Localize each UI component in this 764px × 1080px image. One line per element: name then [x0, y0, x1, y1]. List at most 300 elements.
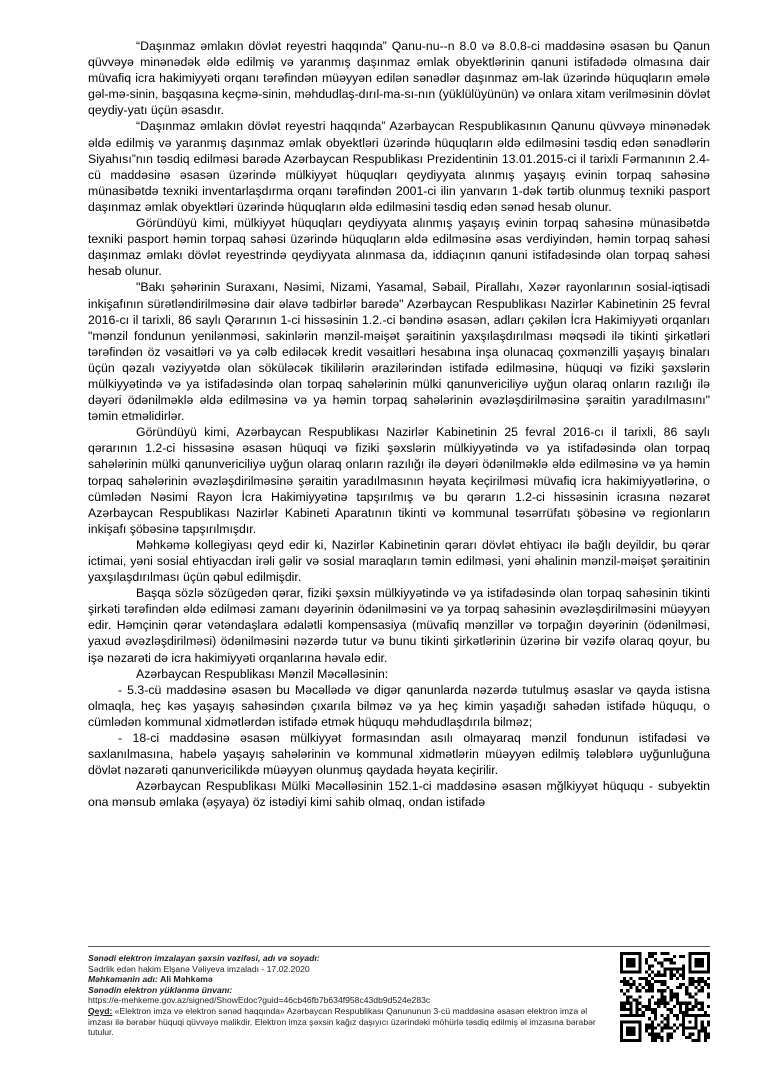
qr-module: [707, 964, 710, 967]
qr-module: [682, 1020, 685, 1023]
qr-module: [704, 1026, 707, 1029]
qr-module: [701, 986, 704, 989]
qr-module: [673, 1030, 676, 1033]
qr-module: [636, 1008, 639, 1011]
qr-module: [688, 968, 691, 971]
qr-module: [679, 1011, 682, 1014]
qr-module: [623, 977, 626, 980]
qr-module: [688, 961, 691, 964]
qr-module: [698, 971, 701, 974]
qr-module: [657, 971, 660, 974]
signer-value: Sədrlik edən hakim Elşanə Vəliyeva imzaladı - 17.02.2020: [88, 963, 310, 974]
qr-module: [676, 986, 679, 989]
qr-module: [648, 999, 651, 1002]
qr-module: [651, 986, 654, 989]
paragraph-4: "Bakı şəhərinin Suraxanı, Nəsimi, Nizami, Yasamal, Səbail, Pirallahı, Xəzər rayonlarının sosial-iqtisadi inkişafının sürətləndirilməsinə dair əlavə tədbirlər barədə" Azərbaycan Respublikası Nazirlər Kabinetinin 25 fevral 2016-cı il tarixli, 86 saylı Qərarının 1-ci hissəsinin 1.2.-ci bəndinə əsasən, adları çəkilən İcra Hakimiyyəti orqanları "mənzil fondunun yenilənməsi, sakinlərin mənzil-məişət şəraitinin yaxşılaşdırılması məqsədi ilə tikinti şirkətləri tərəfindən öz vəsaitləri və ya cəlb ediləcək kredit vəsaitləri hesabına inşa olunacaq çoxmənzilli yaşayış binaları üçün qəzalı vəziyyətdə olan söküləcək tikililərin ərazilərindən istifadə edilməsinə, hüquqi və fiziki şəxslərin mülkiyyətində və ya istifadəsində olan torpaq sahələrinin mülki qanunvericiliyə uyğun olaraq onların razılığı ilə dəyəri ödənilməklə əldə edilməsinə və ya həmin torpaq sahələrinin əvəzləşdirilməsinə şəraitin yaradılmasını" təmin etməlidirlər.: [88, 280, 710, 424]
qr-module: [626, 1008, 629, 1011]
qr-module: [651, 1023, 654, 1026]
paragraph-7: Başqa sözlə sözügedən qərar, fiziki şəxsin mülkiyyətində və ya istifadəsində olan torpaq sahəsinin tikinti şirkəti tərəfindən əldə edilməsi zamanı dəyərinin ödənilməsini və ya torpaq sahəsinin əvəzləşdirilməsini müəyyən edir. Həmçinin qərar vətəndaşlara ədalətli kompensasiya (müvafiq mənzillər və torpağın dəyərinin (ödənilməsi, yaxud əvəzləşdirilməsi) ödənilməsini nəzərdə tutur və bunu tikinti şirkətlərinin üzərinə bir vəzifə olaraq qoyur, bu işə nəzarəti də icra hakimiyyəti orqanlarına həvalə edir.: [88, 586, 710, 665]
qr-module: [648, 955, 651, 958]
qr-module: [694, 964, 697, 967]
qr-module: [688, 995, 691, 998]
qr-module: [657, 1023, 660, 1026]
qr-module: [620, 1030, 623, 1033]
qr-module: [639, 958, 642, 961]
qr-module: [698, 1008, 701, 1011]
qr-module: [632, 1026, 635, 1029]
qr-module: [623, 980, 626, 983]
qr-module: [682, 983, 685, 986]
qr-module: [673, 1023, 676, 1026]
qr-module: [639, 1020, 642, 1023]
qr-module: [620, 964, 623, 967]
qr-module: [657, 980, 660, 983]
qr-module: [676, 1017, 679, 1020]
qr-module: [660, 1026, 663, 1029]
qr-module: [676, 1014, 679, 1017]
qr-module: [707, 992, 710, 995]
qr-module: [682, 1011, 685, 1014]
qr-module: [685, 1008, 688, 1011]
qr-module: [651, 955, 654, 958]
qr-module: [657, 974, 660, 977]
qr-module: [645, 1005, 648, 1008]
qr-module: [673, 1005, 676, 1008]
qr-module: [707, 1014, 710, 1017]
qr-module: [663, 1017, 666, 1020]
qr-module: [707, 1005, 710, 1008]
qr-module: [620, 1002, 623, 1005]
qr-module: [682, 1002, 685, 1005]
qr-module: [707, 1020, 710, 1023]
qr-module: [663, 974, 666, 977]
qr-module: [648, 974, 651, 977]
qr-module: [698, 983, 701, 986]
qr-module: [648, 1002, 651, 1005]
qr-module: [654, 1017, 657, 1020]
qr-module: [660, 980, 663, 983]
qr-module: [667, 1008, 670, 1011]
qr-module: [632, 1033, 635, 1036]
qr-module: [701, 1008, 704, 1011]
qr-module: [620, 961, 623, 964]
qr-module: [673, 955, 676, 958]
qr-module: [670, 999, 673, 1002]
qr-module: [620, 952, 623, 955]
qr-module: [629, 1030, 632, 1033]
qr-module: [629, 983, 632, 986]
qr-module: [679, 1008, 682, 1011]
qr-module: [626, 1020, 629, 1023]
qr-module: [651, 989, 654, 992]
footer-divider: [88, 946, 710, 947]
qr-module: [698, 1030, 701, 1033]
qr-module: [688, 992, 691, 995]
qr-module: [654, 1008, 657, 1011]
qr-module: [707, 1023, 710, 1026]
document-body: [88, 38, 710, 811]
qr-module: [651, 1030, 654, 1033]
qr-module: [629, 986, 632, 989]
qr-module: [657, 1033, 660, 1036]
qr-module: [670, 1026, 673, 1029]
qr-module: [704, 1011, 707, 1014]
document-link[interactable]: https://e-mehkeme.gov.az/signed/ShowEdoc?guid=46cb46fb7b634f958c43db9d524e283c: [88, 995, 431, 1006]
qr-module: [636, 989, 639, 992]
qr-module: [682, 977, 685, 980]
qr-module: [682, 964, 685, 967]
qr-module: [688, 952, 691, 955]
qr-module: [694, 986, 697, 989]
qr-module: [645, 977, 648, 980]
qr-module: [670, 968, 673, 971]
qr-module: [663, 1002, 666, 1005]
qr-module: [688, 1020, 691, 1023]
qr-module: [626, 958, 629, 961]
qr-module: [667, 1002, 670, 1005]
qr-module: [642, 1014, 645, 1017]
qr-module: [698, 1039, 701, 1042]
qr-module: [670, 977, 673, 980]
qr-module: [629, 1014, 632, 1017]
qr-module: [670, 1011, 673, 1014]
qr-module: [698, 1014, 701, 1017]
qr-module: [688, 1026, 691, 1029]
qr-module: [651, 1033, 654, 1036]
qr-module: [629, 1020, 632, 1023]
qr-module: [620, 971, 623, 974]
qr-module: [673, 968, 676, 971]
qr-module: [698, 958, 701, 961]
qr-module: [694, 1020, 697, 1023]
qr-module: [676, 992, 679, 995]
qr-module: [629, 961, 632, 964]
qr-module: [701, 1005, 704, 1008]
qr-module: [667, 1017, 670, 1020]
qr-module: [670, 974, 673, 977]
qr-module: [707, 958, 710, 961]
qr-module: [667, 1014, 670, 1017]
qr-module: [685, 1036, 688, 1039]
qr-module: [704, 983, 707, 986]
qr-module: [654, 1014, 657, 1017]
qr-module: [632, 983, 635, 986]
qr-module: [682, 1033, 685, 1036]
qr-module: [685, 1014, 688, 1017]
qr-module: [698, 1002, 701, 1005]
qr-module: [667, 986, 670, 989]
qr-module: [691, 995, 694, 998]
qr-module: [626, 980, 629, 983]
qr-module: [670, 1033, 673, 1036]
qr-module: [626, 1002, 629, 1005]
qr-module: [698, 952, 701, 955]
qr-module: [701, 971, 704, 974]
qr-module: [660, 995, 663, 998]
qr-module: [626, 1026, 629, 1029]
qr-module: [654, 1026, 657, 1029]
qr-module: [701, 1026, 704, 1029]
court-line: [88, 974, 600, 985]
qr-module: [632, 999, 635, 1002]
qr-module: [698, 964, 701, 967]
qr-module: [620, 968, 623, 971]
qr-module: [682, 1023, 685, 1026]
qr-module: [623, 983, 626, 986]
qr-module: [636, 1014, 639, 1017]
qr-module: [629, 971, 632, 974]
qr-module: [632, 964, 635, 967]
qr-module: [673, 961, 676, 964]
qr-module: [694, 992, 697, 995]
qr-module: [623, 1002, 626, 1005]
qr-module: [657, 999, 660, 1002]
qr-module: [620, 980, 623, 983]
qr-module: [670, 1036, 673, 1039]
qr-module: [676, 995, 679, 998]
qr-module: [620, 989, 623, 992]
qr-module: [645, 1008, 648, 1011]
qr-module: [648, 1005, 651, 1008]
qr-module: [660, 999, 663, 1002]
qr-module: [626, 961, 629, 964]
qr-module: [639, 968, 642, 971]
qr-module: [688, 958, 691, 961]
qr-module: [704, 1033, 707, 1036]
qr-module: [654, 952, 657, 955]
qr-module: [694, 980, 697, 983]
qr-module: [688, 980, 691, 983]
qr-module: [663, 1026, 666, 1029]
qr-module: [685, 992, 688, 995]
qr-module: [629, 958, 632, 961]
qr-module: [639, 1023, 642, 1026]
qr-module: [698, 1033, 701, 1036]
qr-module: [682, 968, 685, 971]
qr-module: [657, 989, 660, 992]
qr-module: [626, 983, 629, 986]
qr-module: [701, 1020, 704, 1023]
qr-module: [688, 1014, 691, 1017]
qr-module: [701, 1023, 704, 1026]
qr-module: [626, 952, 629, 955]
qr-module: [679, 1023, 682, 1026]
qr-module: [639, 1008, 642, 1011]
court-label: Məhkəmənin adı:: [88, 974, 158, 985]
qr-module: [691, 1039, 694, 1042]
qr-module: [660, 961, 663, 964]
qr-module: [663, 989, 666, 992]
qr-module: [660, 1039, 663, 1042]
qr-module: [673, 1014, 676, 1017]
qr-module: [667, 958, 670, 961]
qr-module: [694, 1002, 697, 1005]
qr-module: [707, 995, 710, 998]
qr-module: [651, 964, 654, 967]
qr-module: [623, 1008, 626, 1011]
qr-module: [685, 1005, 688, 1008]
qr-module: [623, 1005, 626, 1008]
qr-module: [642, 1011, 645, 1014]
qr-module: [648, 989, 651, 992]
qr-module: [629, 952, 632, 955]
qr-module: [636, 999, 639, 1002]
qr-module: [670, 1008, 673, 1011]
qr-module: [694, 961, 697, 964]
qr-module: [639, 1033, 642, 1036]
qr-module: [679, 986, 682, 989]
qr-module: [688, 955, 691, 958]
qr-module: [688, 1008, 691, 1011]
qr-module: [691, 1014, 694, 1017]
qr-module: [679, 1005, 682, 1008]
qr-module: [694, 1023, 697, 1026]
bullet-item-2: - 18-ci maddəsinə əsasən mülkiyyət formasından asılı olmayaraq mənzil fondunun istifadəsi və saxlanılmasına, habelə yaşayış sahələrinin və kommunal xidmətlərin müəyyən edilmiş tələblərə uyğunluğuna dövlət nəzarəti qanunvericilikdə müəyyən olunmuş qaydada həyata keçirilir.: [88, 731, 710, 778]
qr-module: [626, 999, 629, 1002]
qr-module: [704, 1014, 707, 1017]
qr-module: [645, 980, 648, 983]
qr-module: [632, 1020, 635, 1023]
paragraph-1: “Daşınmaz əmlakın dövlət reyestri haqqında” Qanu-nu--n 8.0 və 8.0.8-ci maddəsinə əsasən bu Qanun qüvvəyə minənədək əldə edilmiş və yaranmış daşınmaz əmlak obyektlərinin qanuni istifadədə olmasına dair müvafiq icra hakimiyyəti orqanı tərəfindən müəyyən edilən sənədlər daşınmaz əm-lak üzərində hüquqların əmələ gəl-mə-sinin, başqasına keçmə-sinin, məhdudlaş-dırıl-ma-sı-nın (yüklülüyünün) və onlara xitam verilməsinin dövlət qeydiy-yatı üçün əsasdır.: [88, 39, 710, 118]
qr-module: [651, 1039, 654, 1042]
qr-module: [639, 989, 642, 992]
qr-module: [620, 1008, 623, 1011]
qr-module: [685, 1011, 688, 1014]
qr-module: [676, 968, 679, 971]
qr-module: [645, 1023, 648, 1026]
qr-module: [620, 1033, 623, 1036]
qr-module: [694, 952, 697, 955]
qr-module: [682, 1030, 685, 1033]
qr-module: [651, 952, 654, 955]
qr-module: [685, 986, 688, 989]
qr-module: [670, 961, 673, 964]
qr-module: [682, 1026, 685, 1029]
qr-module: [623, 1020, 626, 1023]
qr-module: [648, 952, 651, 955]
qr-module: [676, 971, 679, 974]
qr-module: [648, 980, 651, 983]
qr-module: [629, 995, 632, 998]
qr-module: [645, 983, 648, 986]
qr-module: [691, 1005, 694, 1008]
qr-module: [657, 1036, 660, 1039]
qr-module: [688, 964, 691, 967]
qr-module: [639, 1030, 642, 1033]
qr-module: [701, 961, 704, 964]
paragraph-6: Məhkəmə kollegiyası qeyd edir ki, Nazirlər Kabinetinin qərarı dövlət ehtiyacı ilə bağlı deyildir, bu qərar ictimai, yəni sosial ehtiyacdan irəli gəlir və sosial maraqların təmin edilməsi, yəni əhalinin mənzil-məişət şəraitinin yaxşılaşdırılması üçün qəbul edilmişdir.: [88, 537, 710, 585]
paragraph-5: Göründüyü kimi, Azərbaycan Respublikası Nazirlər Kabinetinin 25 fevral 2016-cı il tarixli, 86 saylı qərarının 1.2-ci hissəsinə əsasən hüquqi və fiziki şəxslərin mülkiyyətində və ya istifadəsində olan torpaq sahələrinin mülki qanunvericiliyə uyğun olaraq onların razılığı ilə dəyəri ödənilməklə əldə edilməsinə və ya həmin torpaq sahələrinin əvəzləşdirilməsinə şəraitin yaradılmasının həyata keçirilməsi müvafiq icra hakimiyyətlərinə, o cümlədən Nəsimi Rayon İcra Hakimiyyətinə tapşırılmış və bu qərarın 1.2-ci hissəsinin icrasına nəzarət Azərbaycan Respublikası Nazirlər Kabineti Aparatının tikinti və kommunal təsərrüfatı şöbəsinə və regionların inkişafı şöbəsinə tapşırılmışdır.: [88, 425, 710, 536]
qr-module: [648, 986, 651, 989]
qr-module: [682, 1014, 685, 1017]
qr-module: [660, 974, 663, 977]
qr-module: [691, 971, 694, 974]
qr-module: [620, 1023, 623, 1026]
qr-module: [707, 986, 710, 989]
qr-module: [636, 971, 639, 974]
qr-module: [660, 989, 663, 992]
qr-module: [688, 971, 691, 974]
qr-module: [651, 1036, 654, 1039]
qr-module: [663, 999, 666, 1002]
qr-module: [667, 1033, 670, 1036]
qr-module: [663, 971, 666, 974]
signer-label: Sənədi elektron imzalayan şəxsin vəzifəsi, adı və soyadı:: [88, 953, 320, 963]
qr-module: [694, 1017, 697, 1020]
qr-module: [663, 1005, 666, 1008]
qr-module: [691, 983, 694, 986]
qr-module: [667, 952, 670, 955]
qr-module: [660, 1036, 663, 1039]
qr-module: [651, 977, 654, 980]
qr-module: [651, 1020, 654, 1023]
qr-module: [639, 955, 642, 958]
qr-module: [626, 989, 629, 992]
qr-module: [657, 1005, 660, 1008]
qr-module: [629, 964, 632, 967]
qr-module: [648, 983, 651, 986]
qr-module: [645, 989, 648, 992]
qr-module: [663, 968, 666, 971]
qr-module: [694, 1039, 697, 1042]
qr-module: [707, 983, 710, 986]
qr-module: [654, 1033, 657, 1036]
qr-module: [642, 986, 645, 989]
qr-module: [620, 958, 623, 961]
qr-module: [632, 1039, 635, 1042]
qr-module: [632, 961, 635, 964]
qr-module: [679, 974, 682, 977]
qr-module: [620, 1026, 623, 1029]
qr-module: [651, 1008, 654, 1011]
qr-module: [667, 1023, 670, 1026]
qr-module: [670, 995, 673, 998]
qr-module: [691, 1008, 694, 1011]
qr-module: [670, 989, 673, 992]
qr-module: [707, 961, 710, 964]
qr-module: [707, 1036, 710, 1039]
qr-module: [663, 995, 666, 998]
qr-module: [645, 1030, 648, 1033]
qr-module: [691, 1026, 694, 1029]
qr-module: [701, 1014, 704, 1017]
qr-module: [639, 977, 642, 980]
qr-module: [694, 971, 697, 974]
qr-module: [639, 1039, 642, 1042]
qr-module: [645, 1026, 648, 1029]
qr-module: [626, 964, 629, 967]
qr-module: [639, 983, 642, 986]
qr-module: [645, 971, 648, 974]
qr-module: [654, 1036, 657, 1039]
qr-module: [626, 1014, 629, 1017]
qr-module: [660, 992, 663, 995]
qr-module: [651, 995, 654, 998]
qr-module: [685, 989, 688, 992]
qr-module: [688, 977, 691, 980]
qr-module: [707, 952, 710, 955]
qr-module: [629, 1008, 632, 1011]
qr-module: [663, 952, 666, 955]
qr-module: [676, 1002, 679, 1005]
paragraph-2: “Daşınmaz əmlakın dövlət reyestri haqqında” Azərbaycan Respublikasının Qanunu qüvvəyə minənədək əldə edilmiş və yaranmış daşınmaz əmlak obyektləri üzərində hüquqların əldə edilməsini təsdiq edən sənədlərin Siyahısı”nın təsdiq edilməsi barədə Azərbaycan Respublikası Prezidentinin 13.01.2015-ci il tarixli Fərmanının 2.4-cü maddəsinə əsasən üzərində mülkiyyət hüquqları qeydiyyata alınmış yaşayış evinin torpaq sahəsinə münasibətdə texniki inventarlaşdırma orqanı tərəfindən 2001-ci ilin yanvarın 1-dək tərtib olunmuş texniki pasport daşınmaz əmlak obyektləri üzərində hüquqların əldə edilməsini təsdiq edən sənəd hesab olunur.: [88, 119, 710, 214]
qr-module: [673, 992, 676, 995]
qr-module: [623, 952, 626, 955]
qr-module: [679, 983, 682, 986]
qr-module: [620, 1036, 623, 1039]
qr-module: [667, 968, 670, 971]
qr-module: [667, 1036, 670, 1039]
